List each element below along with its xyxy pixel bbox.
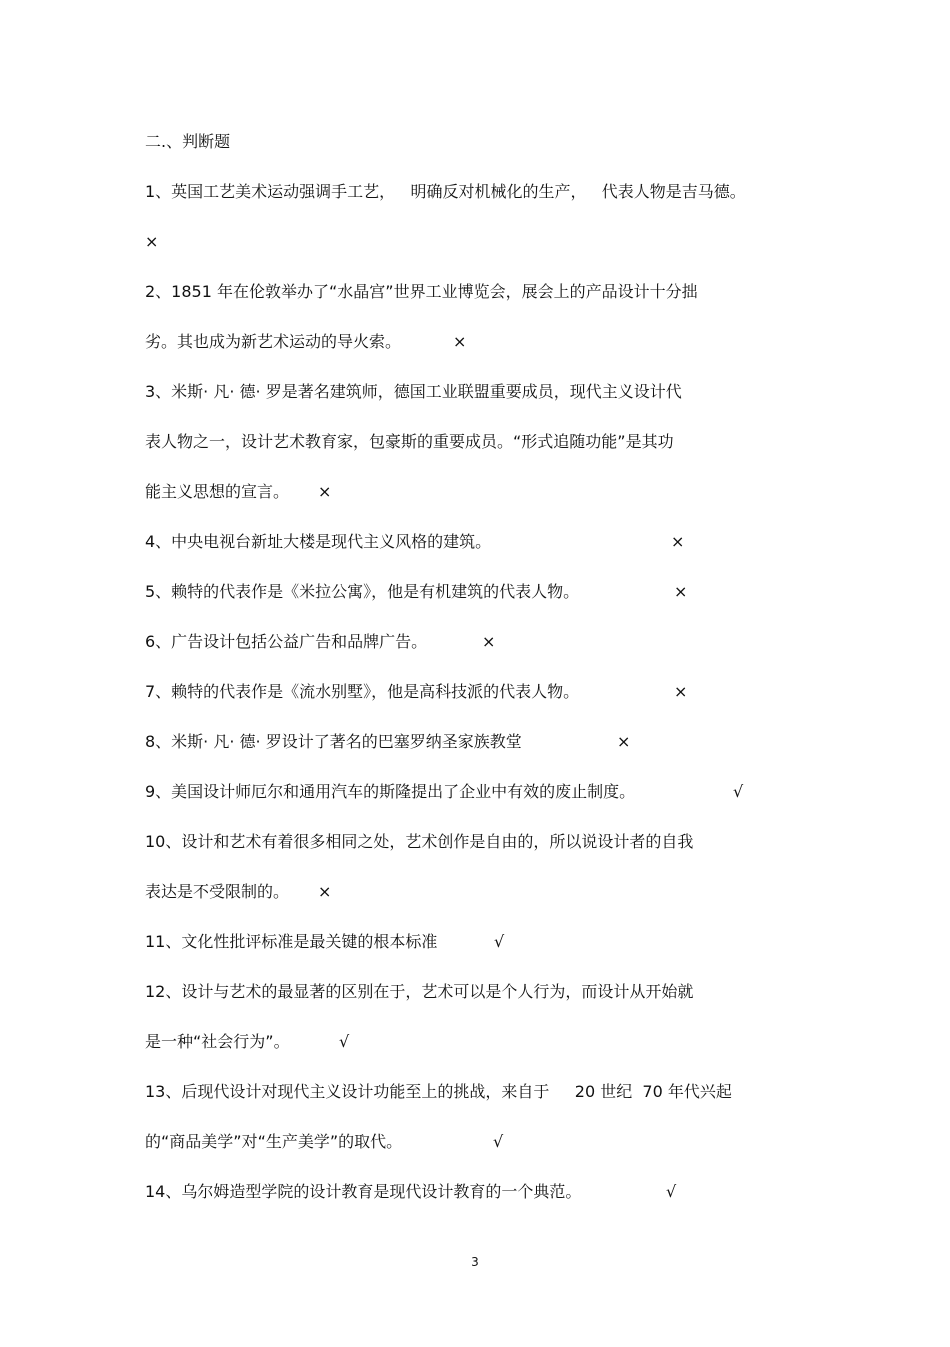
answer-mark: × [671, 532, 685, 551]
question-text-line: 6、广告设计包括公益广告和品牌广告。 [145, 632, 428, 651]
answer-mark: √ [493, 1132, 504, 1151]
question-text-line: 表达是不受限制的。 [145, 882, 290, 901]
question-text-line: 是一种“社会行为”。 [145, 1032, 290, 1051]
answer-mark: × [674, 682, 688, 701]
question-text-line: 14、乌尔姆造型学院的设计教育是现代设计教育的一个典范。 [145, 1182, 582, 1201]
question-text-line: 7、赖特的代表作是《流水别墅》，他是高科技派的代表人物。 [145, 682, 580, 701]
question-text-line: 能主义思想的宣言。 [145, 482, 290, 501]
question-text-line: 表人物之一，设计艺术教育家，包豪斯的重要成员。“形式追随功能”是其功 [145, 432, 674, 451]
answer-mark: × [318, 882, 332, 901]
question-text-line: 1、英国工艺美术运动强调手工艺， 明确反对机械化的生产， 代表人物是吉马德。 [145, 182, 746, 201]
answer-mark: × [145, 232, 159, 251]
answer-mark: × [674, 582, 688, 601]
question-text-line: 12、设计与艺术的最显著的区别在于，艺术可以是个人行为，而设计从开始就 [145, 982, 694, 1001]
question-text-line: 3、米斯· 凡· 德· 罗是著名建筑师，德国工业联盟重要成员，现代主义设计代 [145, 382, 682, 401]
question-text-line: 劣。其也成为新艺术运动的导火索。 [145, 332, 402, 351]
question-text-line: 9、美国设计师厄尔和通用汽车的斯隆提出了企业中有效的废止制度。 [145, 782, 636, 801]
answer-mark: × [482, 632, 496, 651]
section-heading: 二.、判断题 [145, 132, 231, 151]
question-text-line: 10、设计和艺术有着很多相同之处，艺术创作是自由的，所以说设计者的自我 [145, 832, 694, 851]
question-text-line: 的“商品美学”对“生产美学”的取代。 [145, 1132, 403, 1151]
question-text-line: 8、米斯· 凡· 德· 罗设计了著名的巴塞罗纳圣家族教堂 [145, 732, 522, 751]
page-number: 3 [471, 1255, 479, 1269]
answer-mark: √ [733, 782, 744, 801]
question-text-line: 4、中央电视台新址大楼是现代主义风格的建筑。 [145, 532, 492, 551]
question-text-line: 13、后现代设计对现代主义设计功能至上的挑战，来自于 20 世纪 70 年代兴起 [145, 1082, 732, 1101]
answer-mark: √ [339, 1032, 350, 1051]
answer-mark: √ [494, 932, 505, 951]
answer-mark: × [453, 332, 467, 351]
question-text-line: 11、文化性批评标准是最关键的根本标准 [145, 932, 438, 951]
question-text-line: 5、赖特的代表作是《米拉公寓》，他是有机建筑的代表人物。 [145, 582, 580, 601]
question-text-line: 2、1851 年在伦敦举办了“水晶宫”世界工业博览会，展会上的产品设计十分拙 [145, 282, 698, 301]
answer-mark: × [617, 732, 631, 751]
answer-mark: √ [666, 1182, 677, 1201]
answer-mark: × [318, 482, 332, 501]
